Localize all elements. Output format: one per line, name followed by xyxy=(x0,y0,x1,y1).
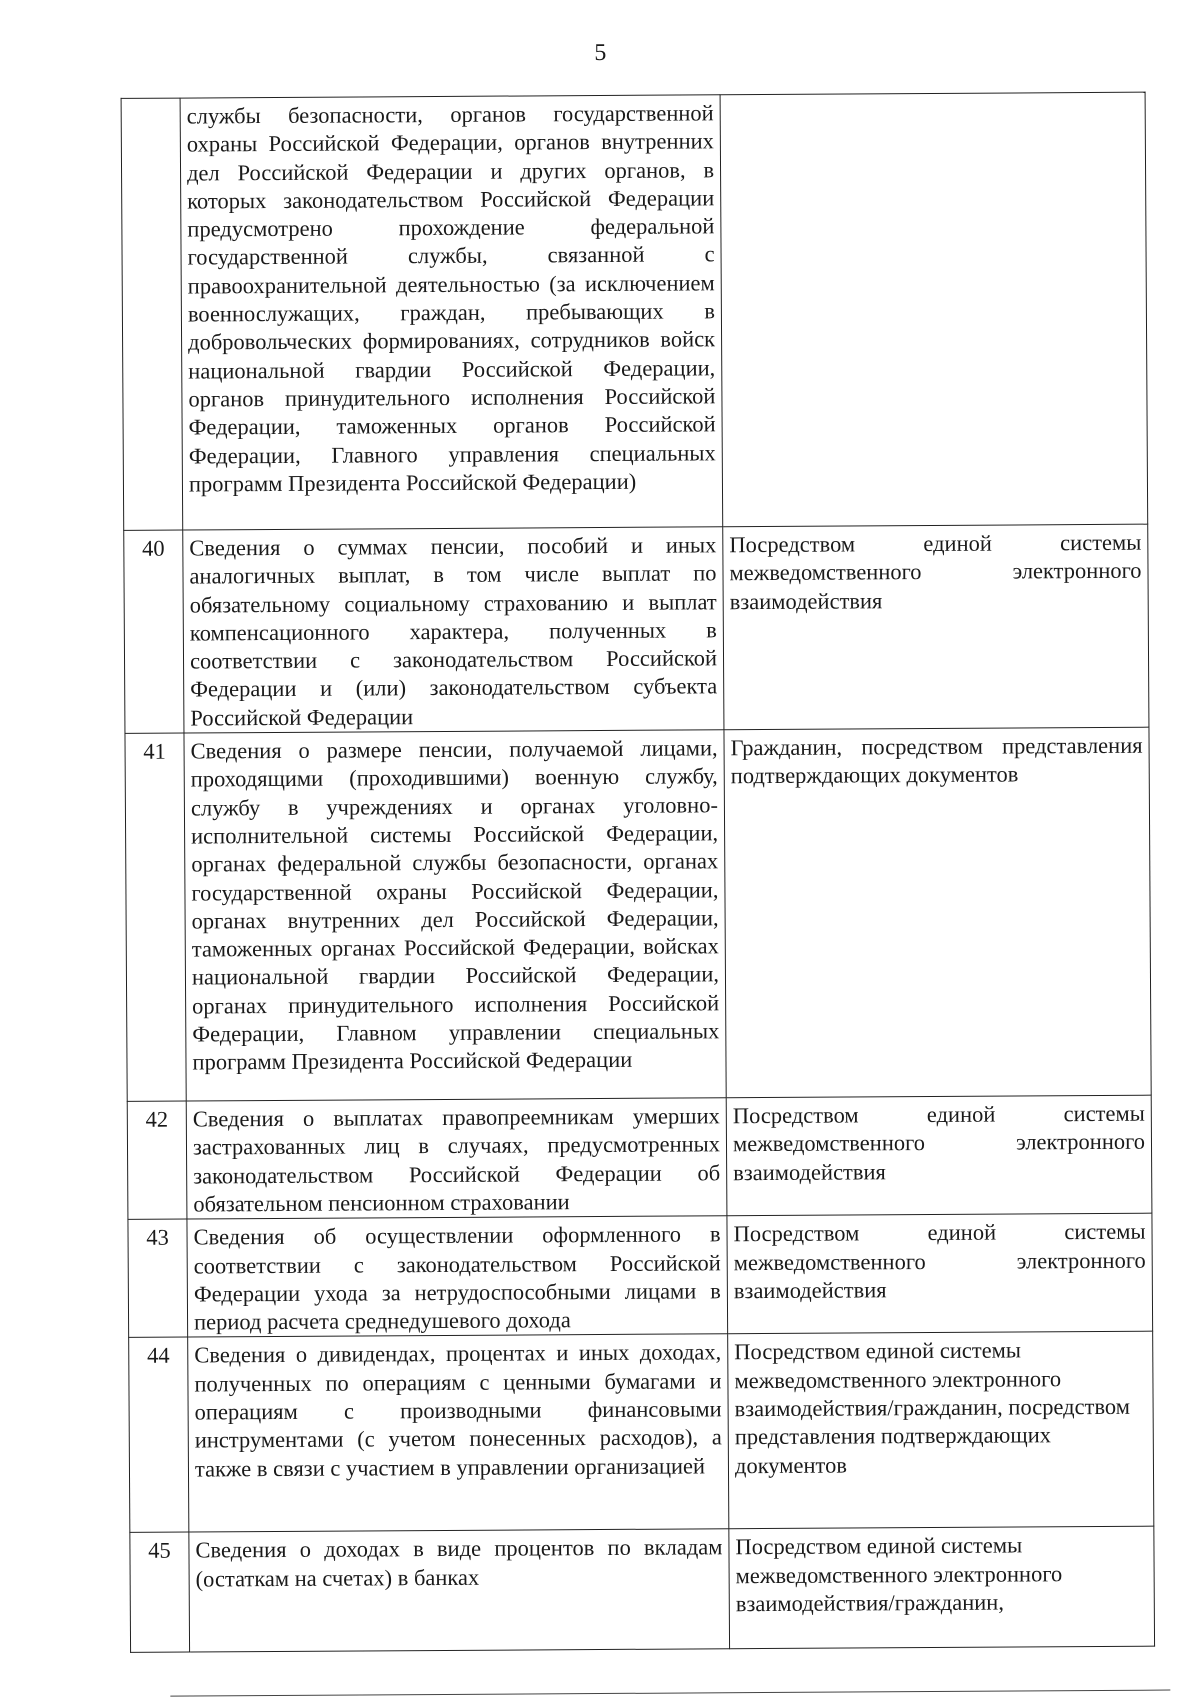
page-number: 5 xyxy=(594,39,607,67)
table-row xyxy=(127,1095,1152,1219)
row-method: Посредством единой системы межведомственного электронного взаимодействия xyxy=(723,524,1149,730)
row-description: Сведения об осуществлении оформленного в соответствии с законодательством Российской Федерации ухода за нетрудоспособными лицами в период расчета среднедушевого дохода xyxy=(187,1216,728,1337)
table-row xyxy=(130,1527,1155,1653)
row-number: 42 xyxy=(127,1101,187,1220)
row-method: Посредством единой системы межведомственного электронного взаимодействия/гражданин, посредством представления подтверждающих документов xyxy=(728,1332,1154,1530)
row-method: Посредством единой системы межведомственного электронного взаимодействия xyxy=(727,1213,1153,1334)
row-method: Посредством единой системы межведомственного электронного взаимодействия xyxy=(726,1095,1152,1216)
row-number: 43 xyxy=(128,1219,188,1338)
row-number: 44 xyxy=(129,1337,189,1532)
table-row xyxy=(121,92,1148,530)
row-method xyxy=(720,92,1148,527)
page-bottom-rule xyxy=(170,1690,1170,1697)
row-description: Сведения о выплатах правопреемникам умерших застрахованных лиц в случаях, предусмотренных законодательством Российской Федерации об обязательном пенсионном страховании xyxy=(186,1098,727,1219)
row-number xyxy=(121,98,183,530)
row-description: Сведения о суммах пенсии, пособий и иных аналогичных выплат, в том числе выплат по обязательному социальному страхованию и выплат компенсационного характера, полученных в соответствии с законодательством Российской Федерации и (или) законодательством субъекта Российской Федерации xyxy=(183,527,724,733)
row-description: службы безопасности, органов государственной охраны Российской Федерации, органов внутренних дел Российской Федерации и других органов, в которых законодательством Российской Федерации предусмотрено прохождение федеральной государственной службы, связанной с правоохранительной деятельностью (за исключением военнослужащих, граждан, пребывающих в добровольческих формированиях, сотрудников войск национальной гвардии Российской Федерации, органов принудительного исполнения Российской Федерации, таможенных органов Российской Федерации, Главного управления специальных программ Президента Российской Федерации) xyxy=(180,95,723,530)
row-description: Сведения о размере пенсии, получаемой лицами, проходящими (проходившими) военную службу, службу в учреждениях и органах уголовно-исполнительной системы Российской Федерации, органах федеральной службы безопасности, органах государственной охраны Российской Федерации, органах внутренних дел Российской Федерации, таможенных органах Российской Федерации, войсках национальной гвардии Российской Федерации, органах принудительного исполнения Российской Федерации, Главном управлении специальных программ Президента Российской Федерации xyxy=(184,730,726,1101)
table-row xyxy=(124,524,1149,733)
row-method: Гражданин, посредством представления подтверждающих документов xyxy=(724,727,1151,1098)
row-number: 40 xyxy=(124,530,184,733)
data-sources-table xyxy=(121,92,1155,1654)
table-row xyxy=(128,1213,1153,1337)
row-number: 41 xyxy=(125,733,186,1101)
row-description: Сведения о дивидендах, процентах и иных доходах, полученных по операциям с ценными бумагами и операциям с производными финансовыми инструментами (с учетом понесенных расходов), а также в связи с участием в управлении организацией xyxy=(188,1334,729,1532)
row-number: 45 xyxy=(130,1532,190,1652)
table-row xyxy=(129,1332,1154,1533)
row-description: Сведения о доходах в виде процентов по вкладам (остаткам на счетах) в банках xyxy=(189,1529,730,1652)
table-row xyxy=(125,727,1151,1101)
row-method: Посредством единой системы межведомственного электронного взаимодействия/гражданин, xyxy=(729,1527,1155,1650)
